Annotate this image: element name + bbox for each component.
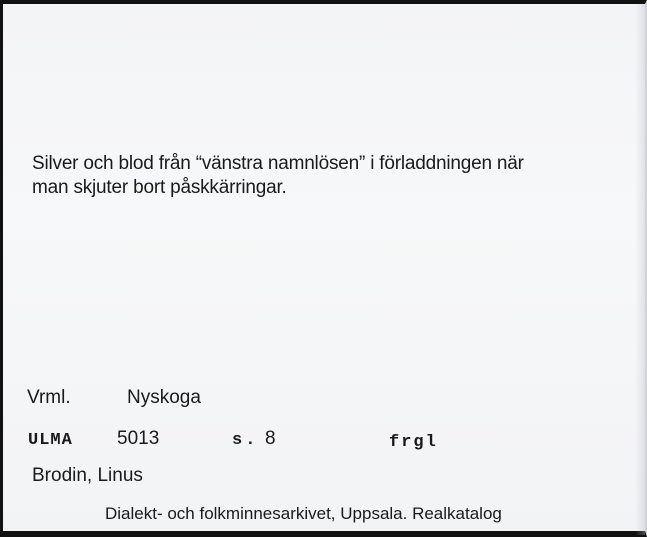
page-number: 8	[265, 428, 276, 449]
record-text-line-1: Silver och blod från “vänstra namnlösen” i förladdningen när	[32, 153, 524, 174]
record-text-line-2: man skjuter bort påskkärringar.	[32, 177, 287, 198]
card-edge-shadow	[635, 4, 645, 535]
informant-name: Brodin, Linus	[32, 465, 143, 486]
archive-footer: Dialekt- och folkminnesarkivet, Uppsala. Realkatalog	[105, 504, 502, 523]
archive-number: 5013	[117, 428, 160, 449]
archive-label: ULMA	[28, 431, 73, 450]
record-text	[32, 152, 622, 200]
parish-name: Nyskoga	[127, 387, 201, 408]
page-label: s.	[232, 431, 259, 450]
category-code: frgl	[389, 433, 438, 452]
province-label: Vrml.	[27, 387, 71, 408]
